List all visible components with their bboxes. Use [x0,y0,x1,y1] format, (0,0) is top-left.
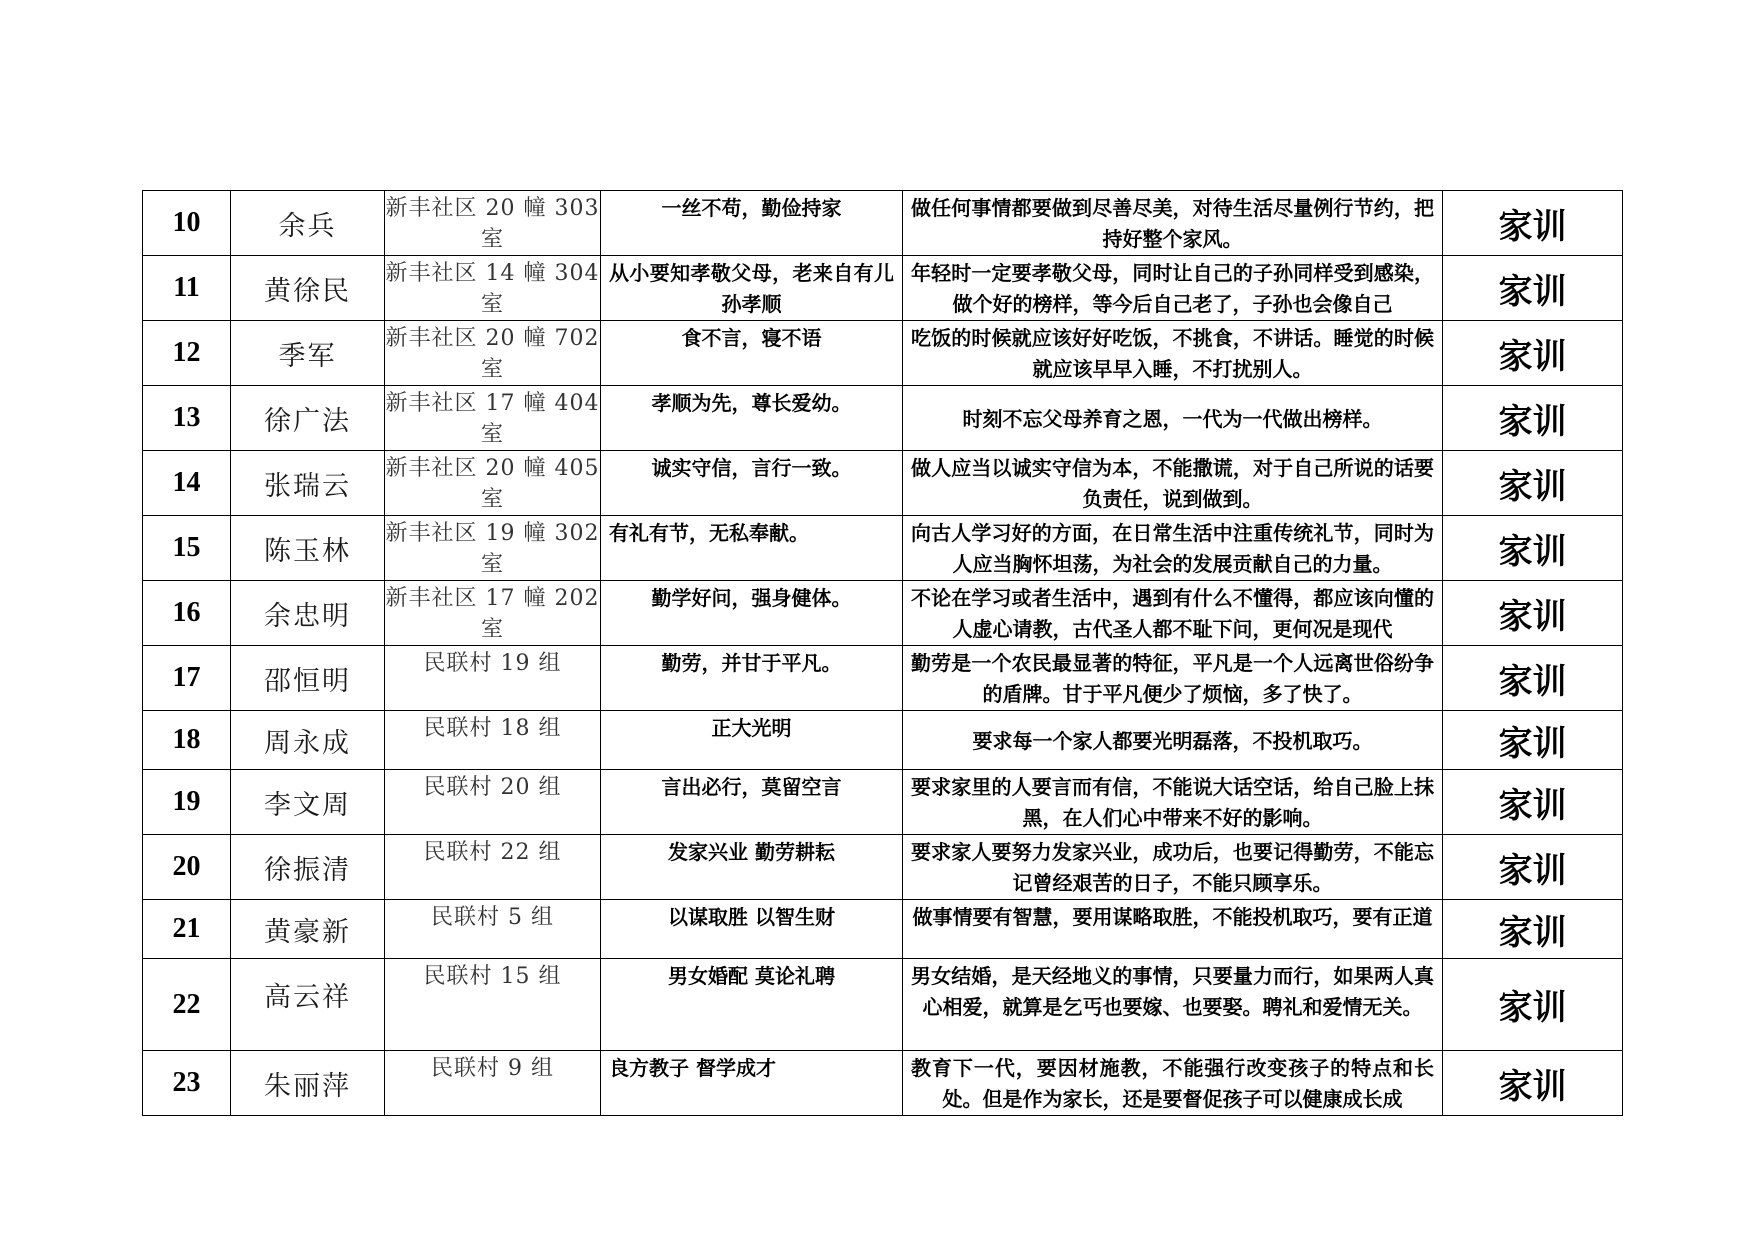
person-name: 徐振清 [231,835,385,900]
category-label: 家训 [1443,959,1623,1051]
row-number: 13 [143,386,231,451]
table-row [143,581,1623,646]
address-cell [385,835,601,900]
category-label: 家训 [1443,581,1623,646]
motto-cell [601,581,903,646]
category-label: 家训 [1443,191,1623,256]
address-cell [385,900,601,959]
row-number: 17 [143,646,231,711]
person-name: 季军 [231,321,385,386]
motto-cell [601,711,903,770]
motto-text: 男女婚配 莫论礼聘 [668,964,835,988]
description-cell [903,770,1443,835]
description-text: 做事情要有智慧，要用谋略取胜，不能投机取巧，要有正道 [912,905,1433,929]
description-cell [903,191,1443,256]
motto-cell [601,770,903,835]
person-name: 朱丽萍 [231,1051,385,1116]
category-label: 家训 [1443,451,1623,516]
address-cell [385,321,601,386]
address-text: 新丰社区 14 幢 304 室 [385,261,600,317]
category-label: 家训 [1443,835,1623,900]
table-row [143,959,1623,1051]
table-row [143,516,1623,581]
row-number: 11 [143,256,231,321]
address-text: 民联村 15 组 [423,964,562,989]
row-number: 19 [143,770,231,835]
address-text: 新丰社区 17 幢 404 室 [385,391,600,447]
row-number: 15 [143,516,231,581]
motto-text: 言出必行，莫留空言 [661,775,842,799]
description-cell [903,900,1443,959]
description-text: 年轻时一定要孝敬父母，同时让自己的子孙同样受到感染，做个好的榜样，等今后自己老了，子孙也会像自己 [911,261,1434,316]
row-number: 18 [143,711,231,770]
description-cell [903,835,1443,900]
description-cell [903,321,1443,386]
address-text: 民联村 9 组 [431,1056,554,1081]
motto-cell [601,900,903,959]
description-cell [903,959,1443,1051]
address-cell [385,711,601,770]
address-text: 民联村 22 组 [423,840,562,865]
table-row [143,256,1623,321]
address-text: 民联村 19 组 [423,651,562,676]
motto-cell [601,1051,903,1116]
address-text: 新丰社区 20 幢 405 室 [385,456,600,512]
table-row [143,835,1623,900]
table-row [143,386,1623,451]
description-text: 做人应当以诚实守信为本，不能撒谎，对于自己所说的话要负责任，说到做到。 [911,456,1434,511]
motto-cell [601,646,903,711]
row-number: 21 [143,900,231,959]
description-text: 要求家人要努力发家兴业，成功后，也要记得勤劳，不能忘记曾经艰苦的日子，不能只顾享乐。 [911,840,1434,895]
address-text: 民联村 20 组 [423,775,562,800]
description-text: 做任何事情都要做到尽善尽美，对待生活尽量例行节约，把持好整个家风。 [911,196,1434,251]
motto-text: 正大光明 [711,716,792,740]
description-text: 勤劳是一个农民最显著的特征，平凡是一个人远离世俗纷争的盾牌。甘于平凡便少了烦恼，多了快了。 [911,651,1434,706]
description-cell [903,1051,1443,1116]
description-text: 男女结婚，是天经地义的事情，只要量力而行，如果两人真心相爱，就算是乞丐也要嫁、也要娶。聘礼和爱情无关。 [911,964,1434,1019]
description-cell [903,711,1443,770]
address-cell [385,770,601,835]
person-name: 陈玉林 [231,516,385,581]
motto-text: 食不言，寝不语 [681,326,822,350]
category-label: 家训 [1443,256,1623,321]
address-text: 新丰社区 17 幢 202 室 [385,586,600,642]
address-cell [385,386,601,451]
description-text: 向古人学习好的方面，在日常生活中注重传统礼节，同时为人应当胸怀坦荡，为社会的发展贡献自己的力量。 [911,521,1434,576]
motto-cell [601,386,903,451]
table-row [143,711,1623,770]
description-text: 要求每一个家人都要光明磊落，不投机取巧。 [972,728,1373,753]
table-row [143,770,1623,835]
motto-text: 勤学好问，强身健体。 [651,586,852,610]
address-text: 新丰社区 19 幢 302 室 [385,521,600,577]
description-cell [903,516,1443,581]
address-cell [385,646,601,711]
person-name: 余兵 [231,191,385,256]
motto-text: 诚实守信，言行一致。 [651,456,852,480]
motto-cell [601,516,903,581]
motto-text: 良方教子 督学成才 [609,1056,776,1080]
category-label: 家训 [1443,386,1623,451]
description-cell [903,451,1443,516]
motto-text: 发家兴业 勤劳耕耘 [668,840,835,864]
table-row [143,646,1623,711]
motto-cell [601,451,903,516]
description-text: 教育下一代，要因材施教，不能强行改变孩子的特点和长处。但是作为家长，还是要督促孩子可以健康成长成 [911,1056,1434,1111]
motto-text: 孝顺为先，尊长爱幼。 [651,391,852,415]
table-row [143,1051,1623,1116]
address-cell [385,191,601,256]
description-text: 要求家里的人要言而有信，不能说大话空话，给自己脸上抹黑，在人们心中带来不好的影响。 [911,775,1434,830]
address-cell [385,256,601,321]
address-text: 新丰社区 20 幢 702 室 [385,326,600,382]
category-label: 家训 [1443,516,1623,581]
category-label: 家训 [1443,711,1623,770]
person-name: 黄豪新 [231,900,385,959]
description-text: 不论在学习或者生活中，遇到有什么不懂得，都应该向懂的人虚心请教，古代圣人都不耻下问，更何况是现代 [911,586,1434,641]
address-text: 民联村 5 组 [431,905,554,930]
category-label: 家训 [1443,646,1623,711]
person-name: 高云祥 [231,959,385,1051]
address-cell [385,581,601,646]
person-name: 余忠明 [231,581,385,646]
row-number: 14 [143,451,231,516]
row-number: 22 [143,959,231,1051]
address-cell [385,516,601,581]
family-motto-table [142,190,1623,1116]
row-number: 23 [143,1051,231,1116]
motto-cell [601,256,903,321]
description-cell [903,386,1443,451]
category-label: 家训 [1443,900,1623,959]
motto-text: 一丝不苟，勤俭持家 [661,196,842,220]
address-cell [385,451,601,516]
person-name: 徐广法 [231,386,385,451]
row-number: 10 [143,191,231,256]
table-row [143,900,1623,959]
address-text: 民联村 18 组 [423,716,562,741]
row-number: 20 [143,835,231,900]
description-cell [903,256,1443,321]
person-name: 张瑞云 [231,451,385,516]
person-name: 黄徐民 [231,256,385,321]
description-cell [903,581,1443,646]
row-number: 12 [143,321,231,386]
category-label: 家训 [1443,770,1623,835]
description-cell [903,646,1443,711]
motto-cell [601,835,903,900]
person-name: 邵恒明 [231,646,385,711]
person-name: 李文周 [231,770,385,835]
row-number: 16 [143,581,231,646]
motto-text: 从小要知孝敬父母，老来自有儿孙孝顺 [609,261,894,316]
address-text: 新丰社区 20 幢 303 室 [385,196,600,252]
motto-cell [601,191,903,256]
description-text: 时刻不忘父母养育之恩，一代为一代做出榜样。 [962,406,1383,431]
table-row [143,191,1623,256]
motto-text: 勤劳，并甘于平凡。 [661,651,842,675]
motto-text: 以谋取胜 以智生财 [668,905,835,929]
motto-cell [601,959,903,1051]
description-text: 吃饭的时候就应该好好吃饭，不挑食，不讲话。睡觉的时候就应该早早入睡，不打扰别人。 [911,326,1434,381]
category-label: 家训 [1443,1051,1623,1116]
category-label: 家训 [1443,321,1623,386]
address-cell [385,1051,601,1116]
motto-cell [601,321,903,386]
address-cell [385,959,601,1051]
table-row [143,451,1623,516]
motto-text: 有礼有节，无私奉献。 [609,521,809,545]
person-name: 周永成 [231,711,385,770]
table-row [143,321,1623,386]
